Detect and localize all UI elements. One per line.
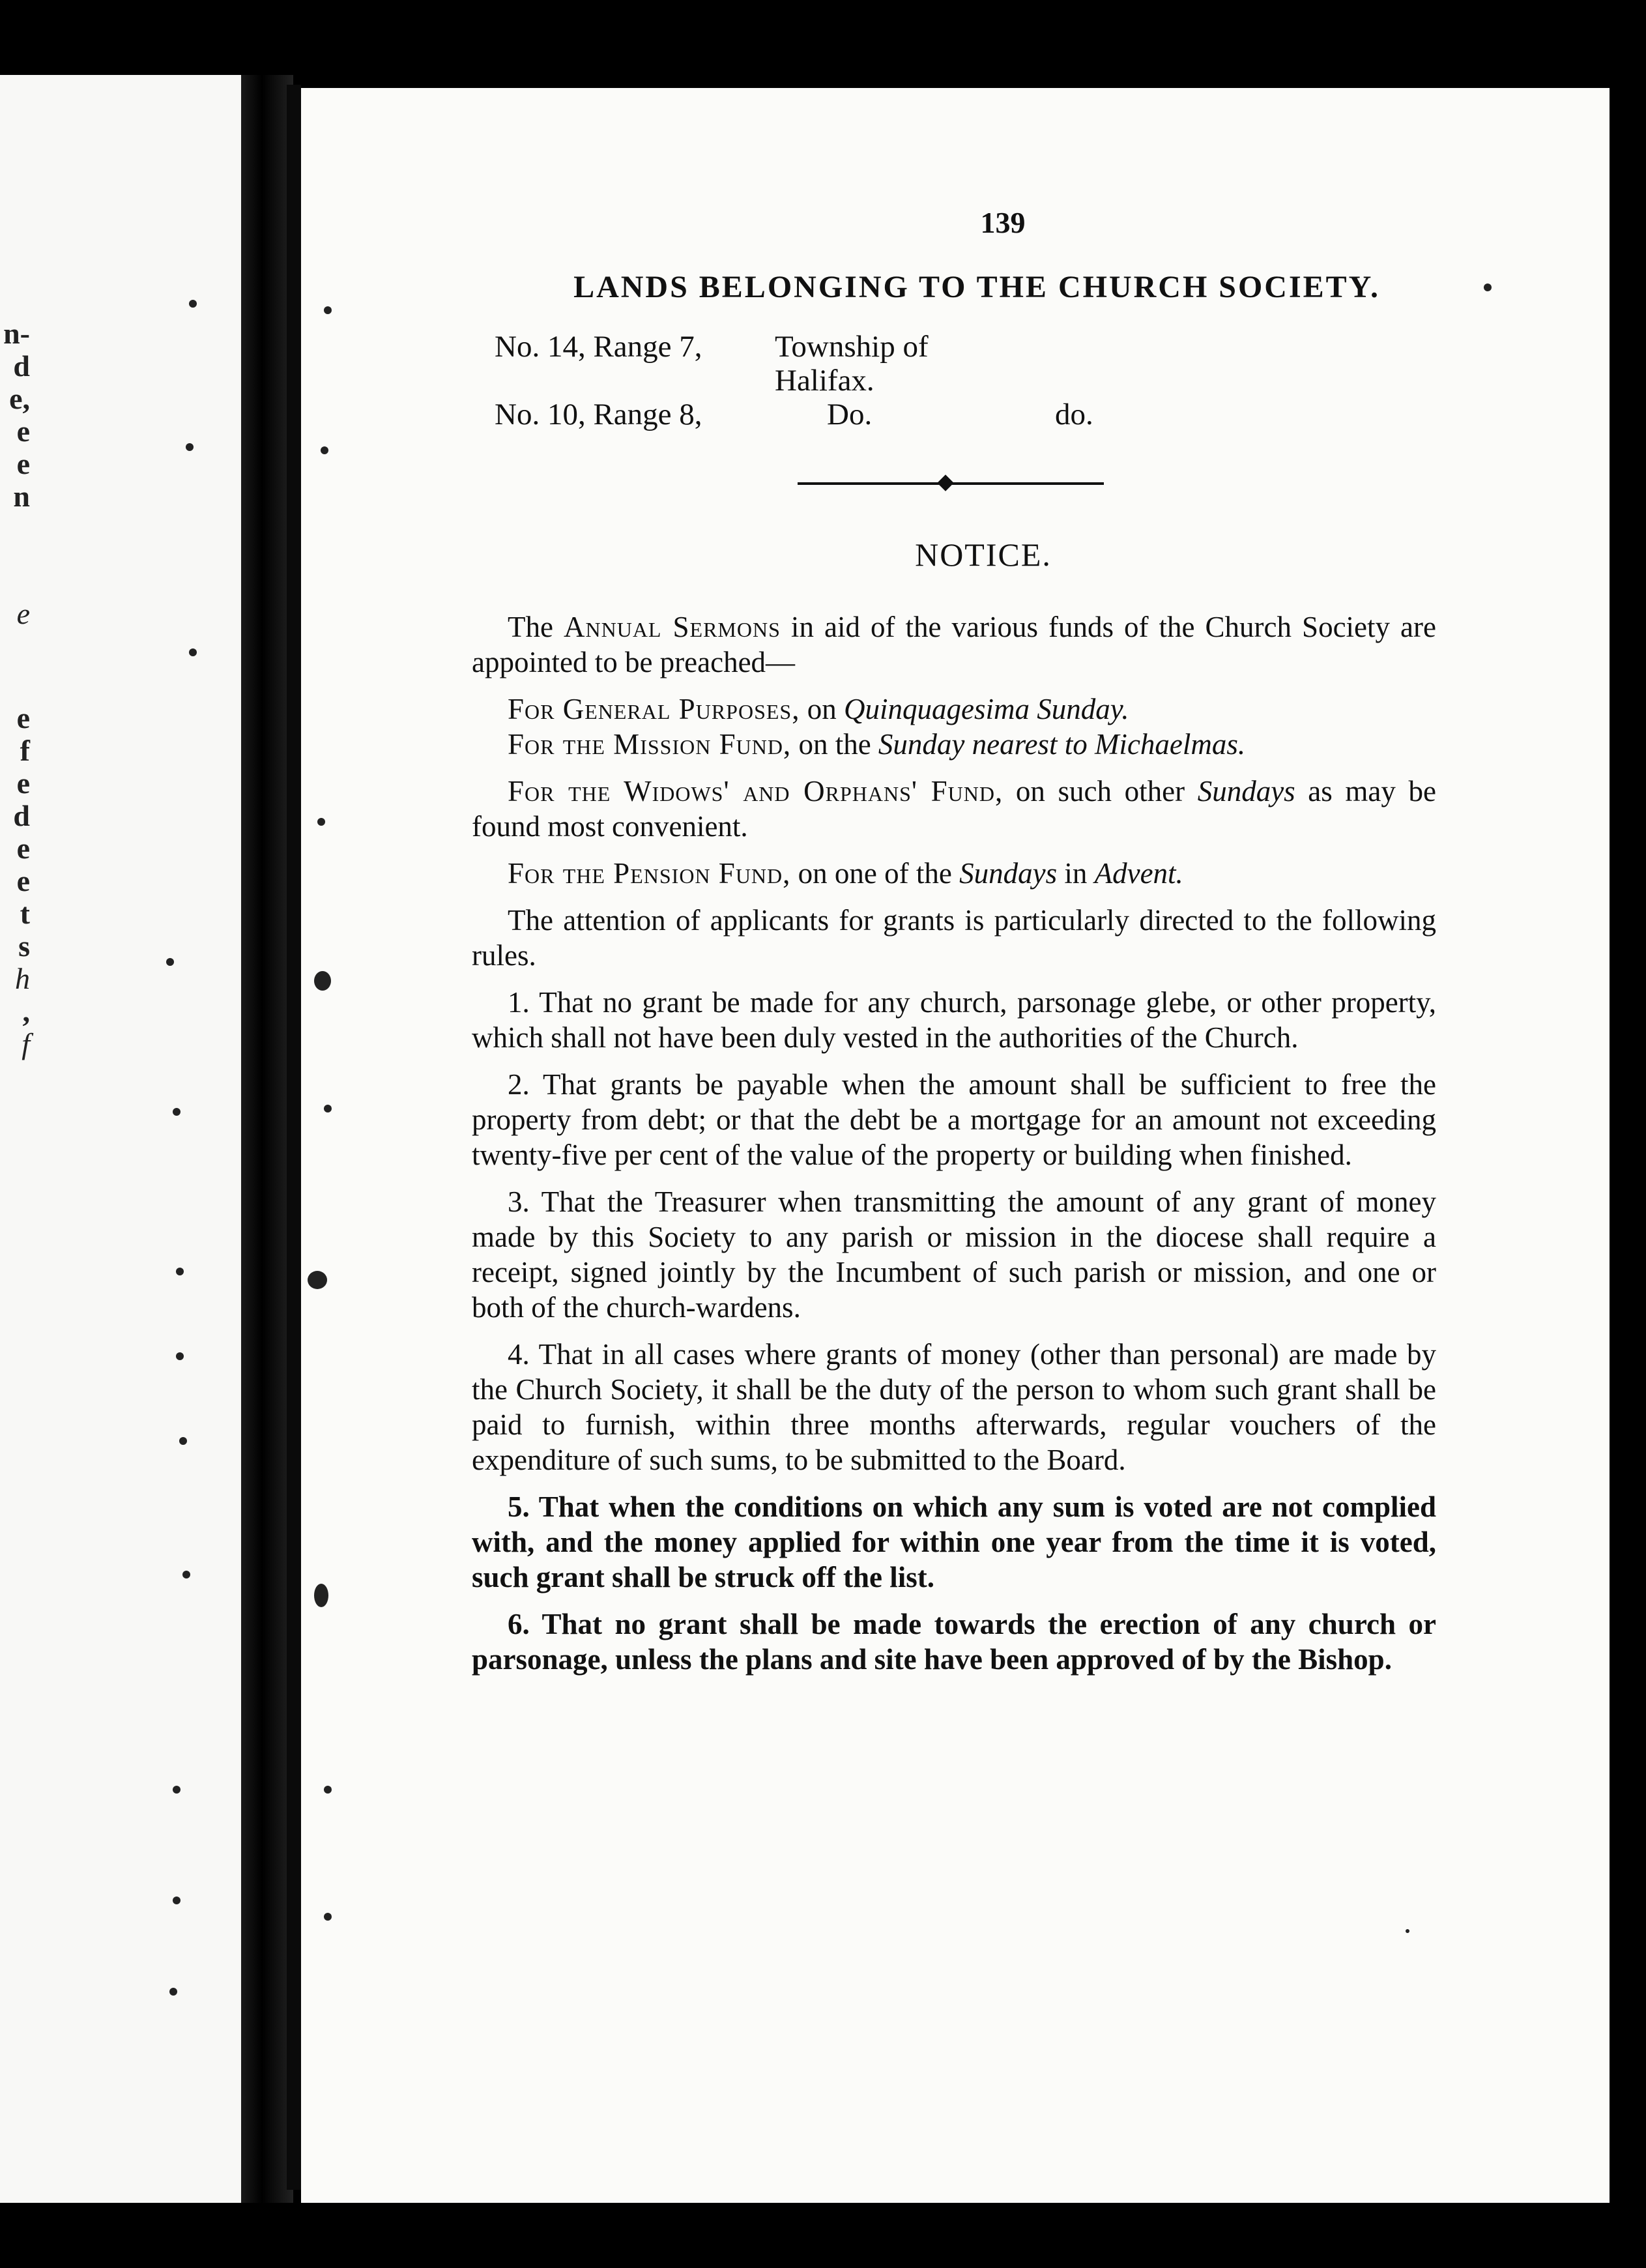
fragment: e [16, 864, 30, 897]
fund-pension: For the Pension Fund, on one of the Sundays in Advent. [508, 857, 1183, 890]
notice-intro: The Annual Sermons in aid of the various funds of the Church Society are appointed to be preached— [472, 611, 1436, 678]
page-number: 139 [980, 206, 1026, 239]
fragment: e [16, 447, 30, 480]
fragment: h [15, 962, 30, 995]
fragment: d [13, 349, 30, 383]
page-content [472, 205, 1436, 1689]
fragment: , [22, 995, 30, 1028]
previous-page-text-fragments [0, 75, 39, 2203]
ornamental-divider [798, 477, 1104, 490]
fragment: e [16, 597, 30, 630]
fund-widows-orphans: For the Widows' and Orphans' Fund, on such other Sundays as may be found most convenient. [472, 775, 1436, 843]
lot-number: No. 10, Range 8, [495, 398, 702, 431]
book-gutter [241, 75, 293, 2203]
fragment: n- [3, 317, 30, 350]
lot-ditto-township: Do. [827, 398, 873, 431]
fragment: d [13, 799, 30, 832]
notice-title: NOTICE. [915, 536, 1052, 573]
rule-3: 3. That the Treasurer when transmitting the amount of any grant of money made by this Society to any parish or mission in the diocese shall require a receipt, signed jointly by the Incumbent of such parish or mission, and one or both of the church-wardens. [472, 1185, 1436, 1324]
fragment: f [20, 734, 30, 767]
fragment: e [16, 832, 30, 865]
lands-title: LANDS BELONGING TO THE CHURCH SOCIETY. [573, 270, 1380, 304]
fund-mission: For the Mission Fund, on the Sunday nearest to Michaelmas. [508, 728, 1246, 761]
page-139 [301, 88, 1610, 2203]
fragment: e, [9, 382, 30, 415]
rule-1: 1. That no grant be made for any church, parsonage glebe, or other property, which shall not have been duly vested in the authorities of the Church. [472, 986, 1436, 1054]
fragment: t [20, 897, 30, 930]
fragment: e [16, 701, 30, 734]
land-lot-row [495, 398, 1436, 431]
rules-intro: The attention of applicants for grants is particularly directed to the following rules. [472, 904, 1436, 972]
rule-6: 6. That no grant shall be made towards the erection of any church or parsonage, unless the plans and site have been approved of by the Bishop. [472, 1608, 1436, 1676]
lands-list [495, 330, 1436, 431]
rule-4: 4. That in all cases where grants of money (other than personal) are made by the Church Society, it shall be the duty of the person to whom such grant shall be paid to furnish, within three months afterwards, regular vouchers of the expenditure of such sums, to be submitted to the Board. [472, 1338, 1436, 1476]
land-lot-row [495, 330, 1436, 398]
fund-general-purposes: For General Purposes, on Quinquagesima Sunday. [508, 693, 1129, 725]
rule-2: 2. That grants be payable when the amount shall be sufficient to free the property from debt; or that the debt be a mortgage for an amount not exceeding twenty-five per cent of the value of the property or building when finished. [472, 1068, 1436, 1171]
lot-township: Township of Halifax. [775, 330, 929, 398]
previous-page [0, 75, 241, 2203]
fragment: n [13, 480, 30, 513]
rules-list [472, 985, 1436, 1677]
fragment: f [22, 1027, 30, 1060]
fragment: s [18, 929, 30, 963]
spine-shadow [287, 85, 301, 2190]
fragment: e [16, 766, 30, 800]
lot-number: No. 14, Range 7, [495, 330, 702, 364]
lot-ditto-place: do. [1055, 398, 1093, 431]
fragment: e [16, 414, 30, 448]
rule-5: 5. That when the conditions on which any sum is voted are not complied with, and the money applied for within one year from the time it is voted, such grant shall be struck off the list. [472, 1490, 1436, 1593]
